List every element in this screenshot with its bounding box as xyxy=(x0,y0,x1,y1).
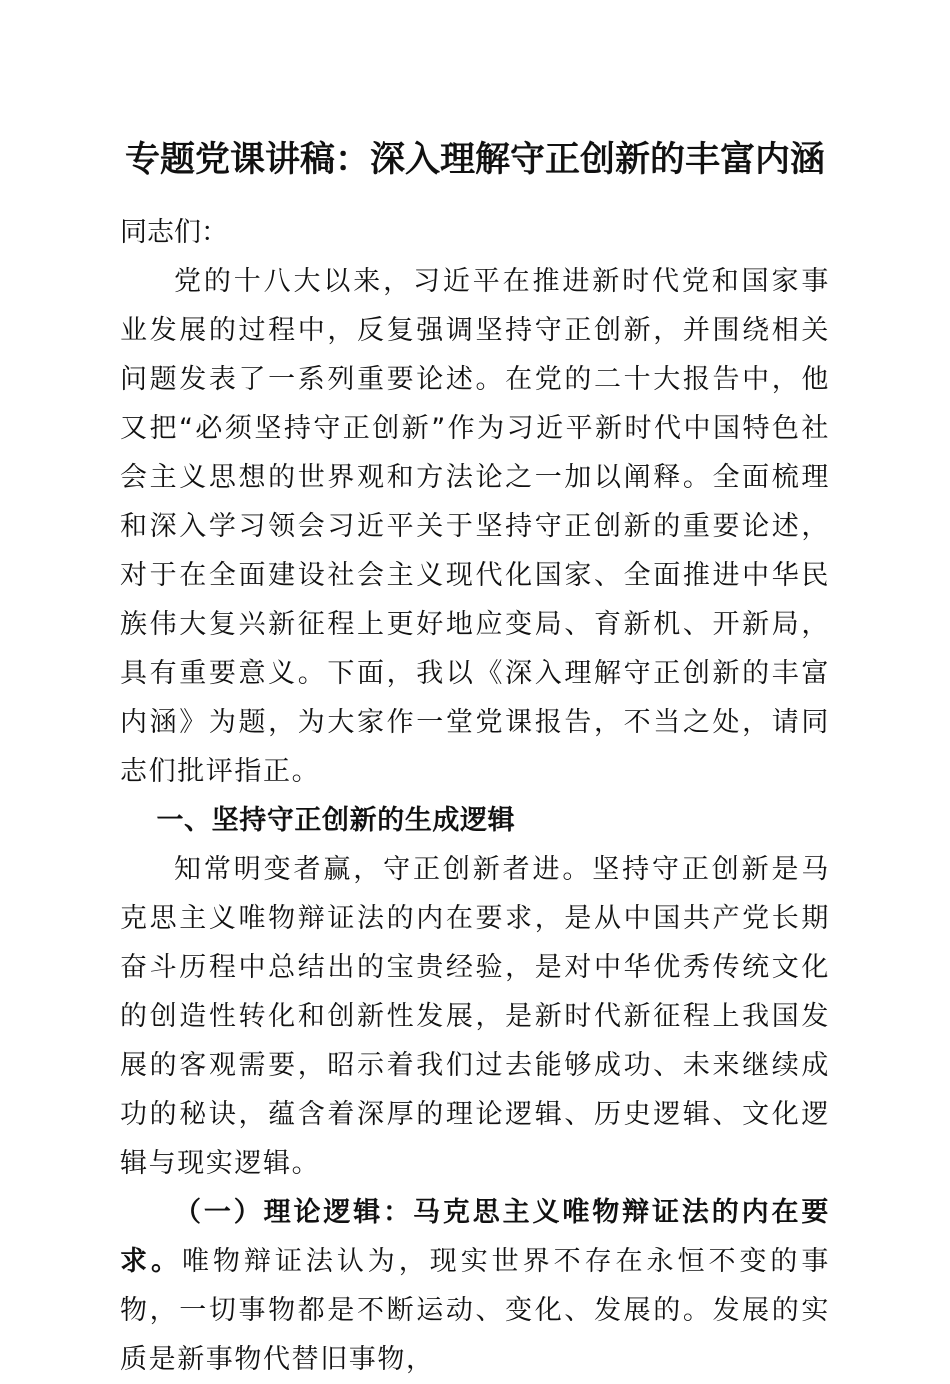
intro-paragraph: 党的十八大以来，习近平在推进新时代党和国家事业发展的过程中，反复强调坚持守正创新，并围绕相关问题发表了一系列重要论述。在党的二十大报告中，他又把“必须坚持守正创新”作为习近平新时代中国特色社会主义思想的世界观和方法论之一加以阐释。全面梳理和深入学习领会习近平关于坚持守正创新的重要论述，对于在全面建设社会主义现代化国家、全面推进中华民族伟大复兴新征程上更好地应变局、育新机、开新局，具有重要意义。下面，我以《深入理解守正创新的丰富内涵》为题，为大家作一堂党课报告，不当之处，请同志们批评指正。 xyxy=(120,266,830,787)
section-1-paragraph: 知常明变者赢，守正创新者进。坚持守正创新是马克思主义唯物辩证法的内在要求，是从中国共产党长期奋斗历程中总结出的宝贵经验，是对中华优秀传统文化的创造性转化和创新性发展，是新时代新征程上我国发展的客观需要，昭示着我们过去能够成功、未来继续成功的秘诀，蕴含着深厚的理论逻辑、历史逻辑、文化逻辑与现实逻辑。 xyxy=(120,854,830,1179)
subsection-1-text: 唯物辩证法认为，现实世界不存在永恒不变的事物，一切事物都是不断运动、变化、发展的。发展的实质是新事物代替旧事物， xyxy=(120,1246,830,1375)
section-heading-1: 一、坚持守正创新的生成逻辑 xyxy=(156,805,516,836)
subsection-1-paragraph xyxy=(120,1188,830,1384)
document-body xyxy=(120,208,830,1384)
subsection-heading-1: （一）理论逻辑：马克思主义唯物辩证法的内在要求。 xyxy=(120,1197,830,1277)
salutation: 同志们： xyxy=(120,217,228,248)
document-title: 专题党课讲稿：深入理解守正创新的丰富内涵 xyxy=(124,139,825,180)
